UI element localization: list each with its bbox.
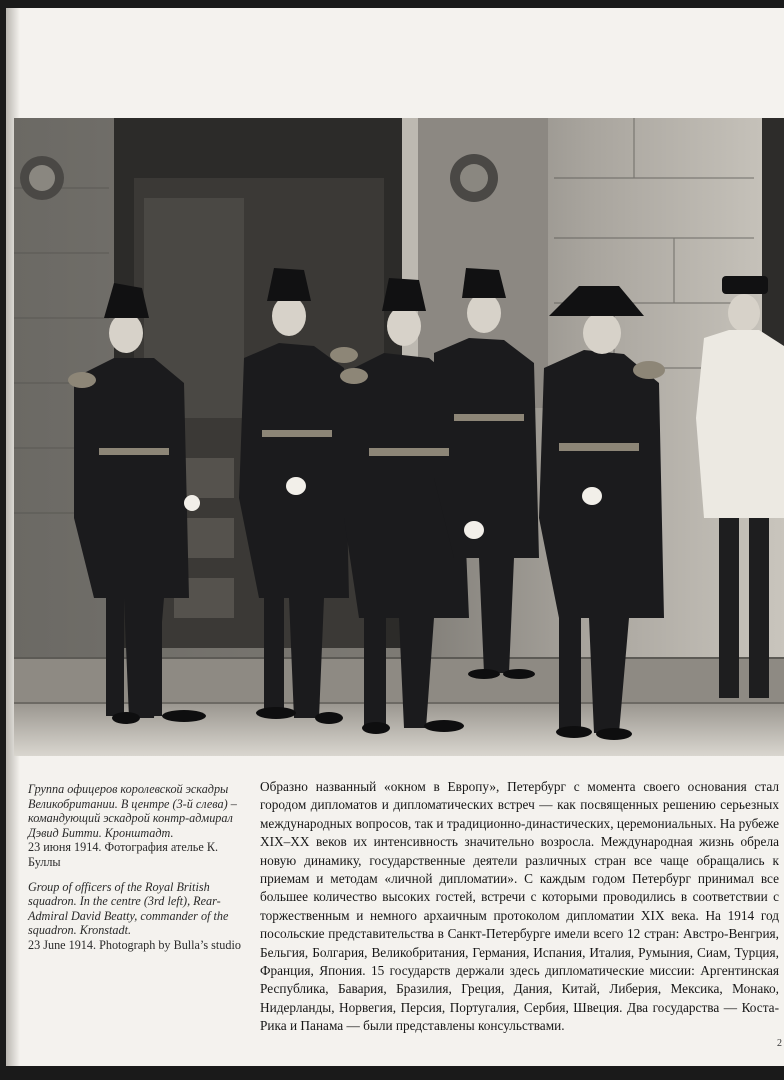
main-body-text: Образно названный «окном в Европу», Петербург с момента своего основания стал городом дипломатов и дипломатических встреч — как посвященных решению серьезных международных вопросов, так и традиционно-династических, церемониальных. На рубеже XIX–XX веков их интенсивность значительно возросла. Международная жизнь обрела новую динамику, государственные деятели различных стран все чаще обращались к приемам и методам «личной дипломатии». С каждым годом Петербург принимал все большее количество высоких гостей, встречи с которыми проводились в соответствии с торжественным и немного архаичным протоколом дипломатии XIX века. На 1914 год посольские представительства в Санкт-Петербурге имели всего 12 стран: Австро-Венгрия, Бельгия, Болгария, Великобритания, Германия, Испания, Италия, Румыния, Сиам, Турция, Франция, Япония. 15 государств держали здесь дипломатические миссии: Аргентинская Республика, Бавария, Бразилия, Греция, Дания, Китай, Либерия, Мексика, Монако, Нидерланды, Норвегия, Персия, Португалия, Сербия, Швеция. Два государства — Коста-Рика и Панама — были представлены консульствами. [260,779,779,1034]
caption-en-date: 23 June 1914. Photograph by Bulla’s studio [28,937,241,952]
photo-caption [28,782,246,953]
officers-group-photo-icon [14,118,784,756]
caption-en-title: Group of officers of the Royal British squadron. In the centre (3rd left), Rear-Admiral David Beatty, commander of the squadron. Kronstadt. [28,879,229,938]
caption-ru-title: Группа офицеров королевской эскадры Великобритании. В центре (3-й слева) – командующий эскадрой контр-адмирал Дэвид Битти. Кронштадт. [28,782,237,840]
officers-group-photo [14,118,784,756]
page-number: 2 [777,1038,782,1049]
book-page [6,8,784,1066]
caption-ru-date: 23 июня 1914. Фотография ателье К. Буллы [28,840,219,869]
